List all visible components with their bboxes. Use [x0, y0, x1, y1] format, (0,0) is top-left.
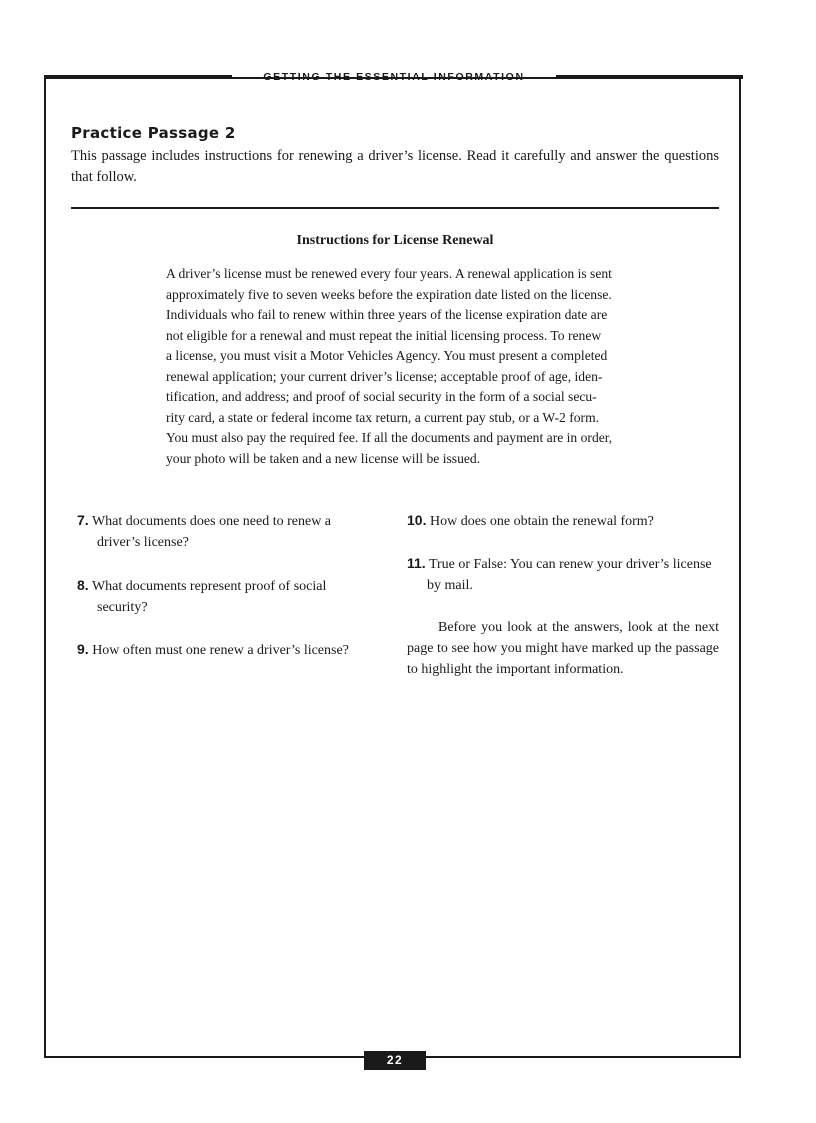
question-10	[407, 510, 719, 532]
passage-line: renewal application; your current driver’s license; acceptable proof of age, iden-	[166, 368, 603, 384]
passage-line: You must also pay the required fee. If all the documents and payment are in order,	[166, 430, 613, 445]
passage-title: Instructions for License Renewal	[296, 233, 494, 248]
question-text: What documents does one need to renew a driver’s license?	[91, 514, 332, 550]
question-number: 11.	[407, 555, 426, 571]
question-text: How often must one renew a driver’s license?	[92, 643, 349, 658]
question-text: What documents represent proof of social security?	[91, 579, 327, 615]
answers-note: Before you look at the answers, look at the next page to see how you might have marked up the passage to highlight the important information.	[407, 620, 719, 677]
section-heading: Practice Passage 2	[71, 124, 236, 142]
passage-line: approximately five to seven weeks before the expiration date listed on the license.	[166, 286, 612, 302]
passage-line: tification, and address; and proof of social security in the form of a social secu-	[166, 389, 597, 404]
running-header: GETTING THE ESSENTIAL INFORMATION	[263, 71, 525, 83]
question-number: 7.	[77, 512, 89, 528]
question-number: 9.	[77, 641, 89, 657]
question-9	[77, 639, 377, 661]
passage-line: not eligible for a renewal and must repeat the initial licensing process. To renew	[166, 327, 602, 343]
questions-right-column	[407, 510, 719, 680]
passage-line: Individuals who fail to renew within three years of the license expiration date are	[166, 307, 608, 322]
questions-left-column	[77, 510, 377, 661]
page-number: 22	[364, 1051, 426, 1070]
question-text: True or False: You can renew your driver’s license by mail.	[427, 557, 712, 593]
question-8	[77, 575, 377, 618]
section-intro: This passage includes instructions for renewing a driver’s license. Read it carefully and answer the questions that follow.	[71, 148, 719, 185]
passage-body	[166, 264, 632, 469]
passage-line: A driver’s license must be renewed every four years. A renewal application is sent	[166, 266, 612, 281]
question-11	[407, 553, 719, 596]
question-text: How does one obtain the renewal form?	[429, 514, 654, 529]
question-7	[77, 510, 377, 553]
section-divider	[71, 207, 719, 209]
passage-line: your photo will be taken and a new license will be issued.	[166, 450, 481, 466]
question-number: 10.	[407, 512, 427, 528]
question-number: 8.	[77, 577, 89, 593]
passage-line: rity card, a state or federal income tax return, a current pay stub, or a W-2 form.	[166, 409, 600, 425]
passage-line: a license, you must visit a Motor Vehicles Agency. You must present a completed	[166, 348, 608, 363]
